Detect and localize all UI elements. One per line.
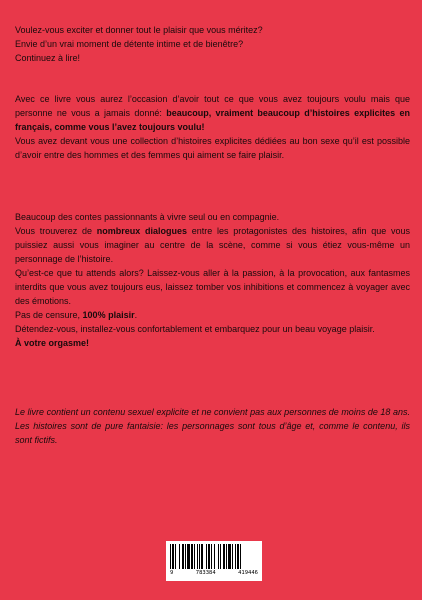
paragraph-censure: Pas de censure, 100% plaisir. [15, 310, 138, 320]
barcode-digit-first: 9 [170, 570, 174, 576]
intro-block [15, 23, 410, 65]
barcode-digits-right: 419446 [238, 570, 258, 576]
description-block-1 [15, 92, 410, 162]
paragraph-closing [15, 336, 410, 350]
intro-line-3: Continuez à lire! [15, 53, 81, 63]
intro-line-1: Voulez-vous exciter et donner tout le plaisir que vous méritez? [15, 25, 263, 35]
barcode-bar [241, 544, 242, 569]
paragraph-voyage: Détendez-vous, installez-vous confortablement et embarquez pour un beau voyage plaisir. [15, 324, 375, 334]
paragraph-passion: Qu’est-ce que tu attends alors? Laissez-vous aller à la passion, à la provocation, aux fantasmes interdits que vous avez toujours eus, laissez tomber vos inhibitions et commencez à voyager avec des émotions. [15, 268, 410, 306]
description-text: Avec ce livre vous aurez l’occasion d’avoir tout ce que vous avez toujours voulu mais que personne ne vous a jamais donné: [15, 94, 410, 118]
content-disclaimer: Le livre contient un contenu sexuel explicite et ne convient pas aux personnes de moins de 18 ans. Les histoires sont de pure fantaisie: les personnages sont tous d’âge et, comme le contenu, ils sont fictifs. [15, 407, 410, 445]
description-block-2 [15, 210, 410, 350]
highlight-plaisir: 100% plaisir [82, 310, 135, 320]
closing-text: À votre orgasme! [15, 338, 90, 348]
highlight-dialogues: nombreux dialogues [96, 226, 187, 236]
barcode-bars [170, 544, 258, 569]
isbn-barcode [166, 541, 262, 581]
paragraph-contes: Beaucoup des contes passionnants à vivre seul ou en compagnie. [15, 212, 280, 222]
description-paragraph-1 [15, 92, 410, 134]
paragraph-dialogues: Vous trouverez de nombreux dialogues entre les protagonistes des histoires, afin que vous puissiez aussi vous imaginer au centre de la scène, comme si vous étiez vous-même un personnage de l’histoire. [15, 226, 410, 264]
intro-line-2: Envie d’un vrai moment de détente intime et de bienêtre? [15, 39, 244, 49]
barcode-digits-left: 783384 [195, 570, 216, 576]
description-paragraph-2: Vous avez devant vous une collection d’histoires explicites dédiées au bon sexe qu’il est possible d’avoir entre des hommes et des femmes qui aiment se faire plaisir. [15, 136, 410, 160]
barcode-digits [170, 569, 258, 577]
highlight-text: beaucoup, vraiment beaucoup d’histoires explicites en français, comme vous l’avez toujours voulu! [15, 108, 411, 132]
